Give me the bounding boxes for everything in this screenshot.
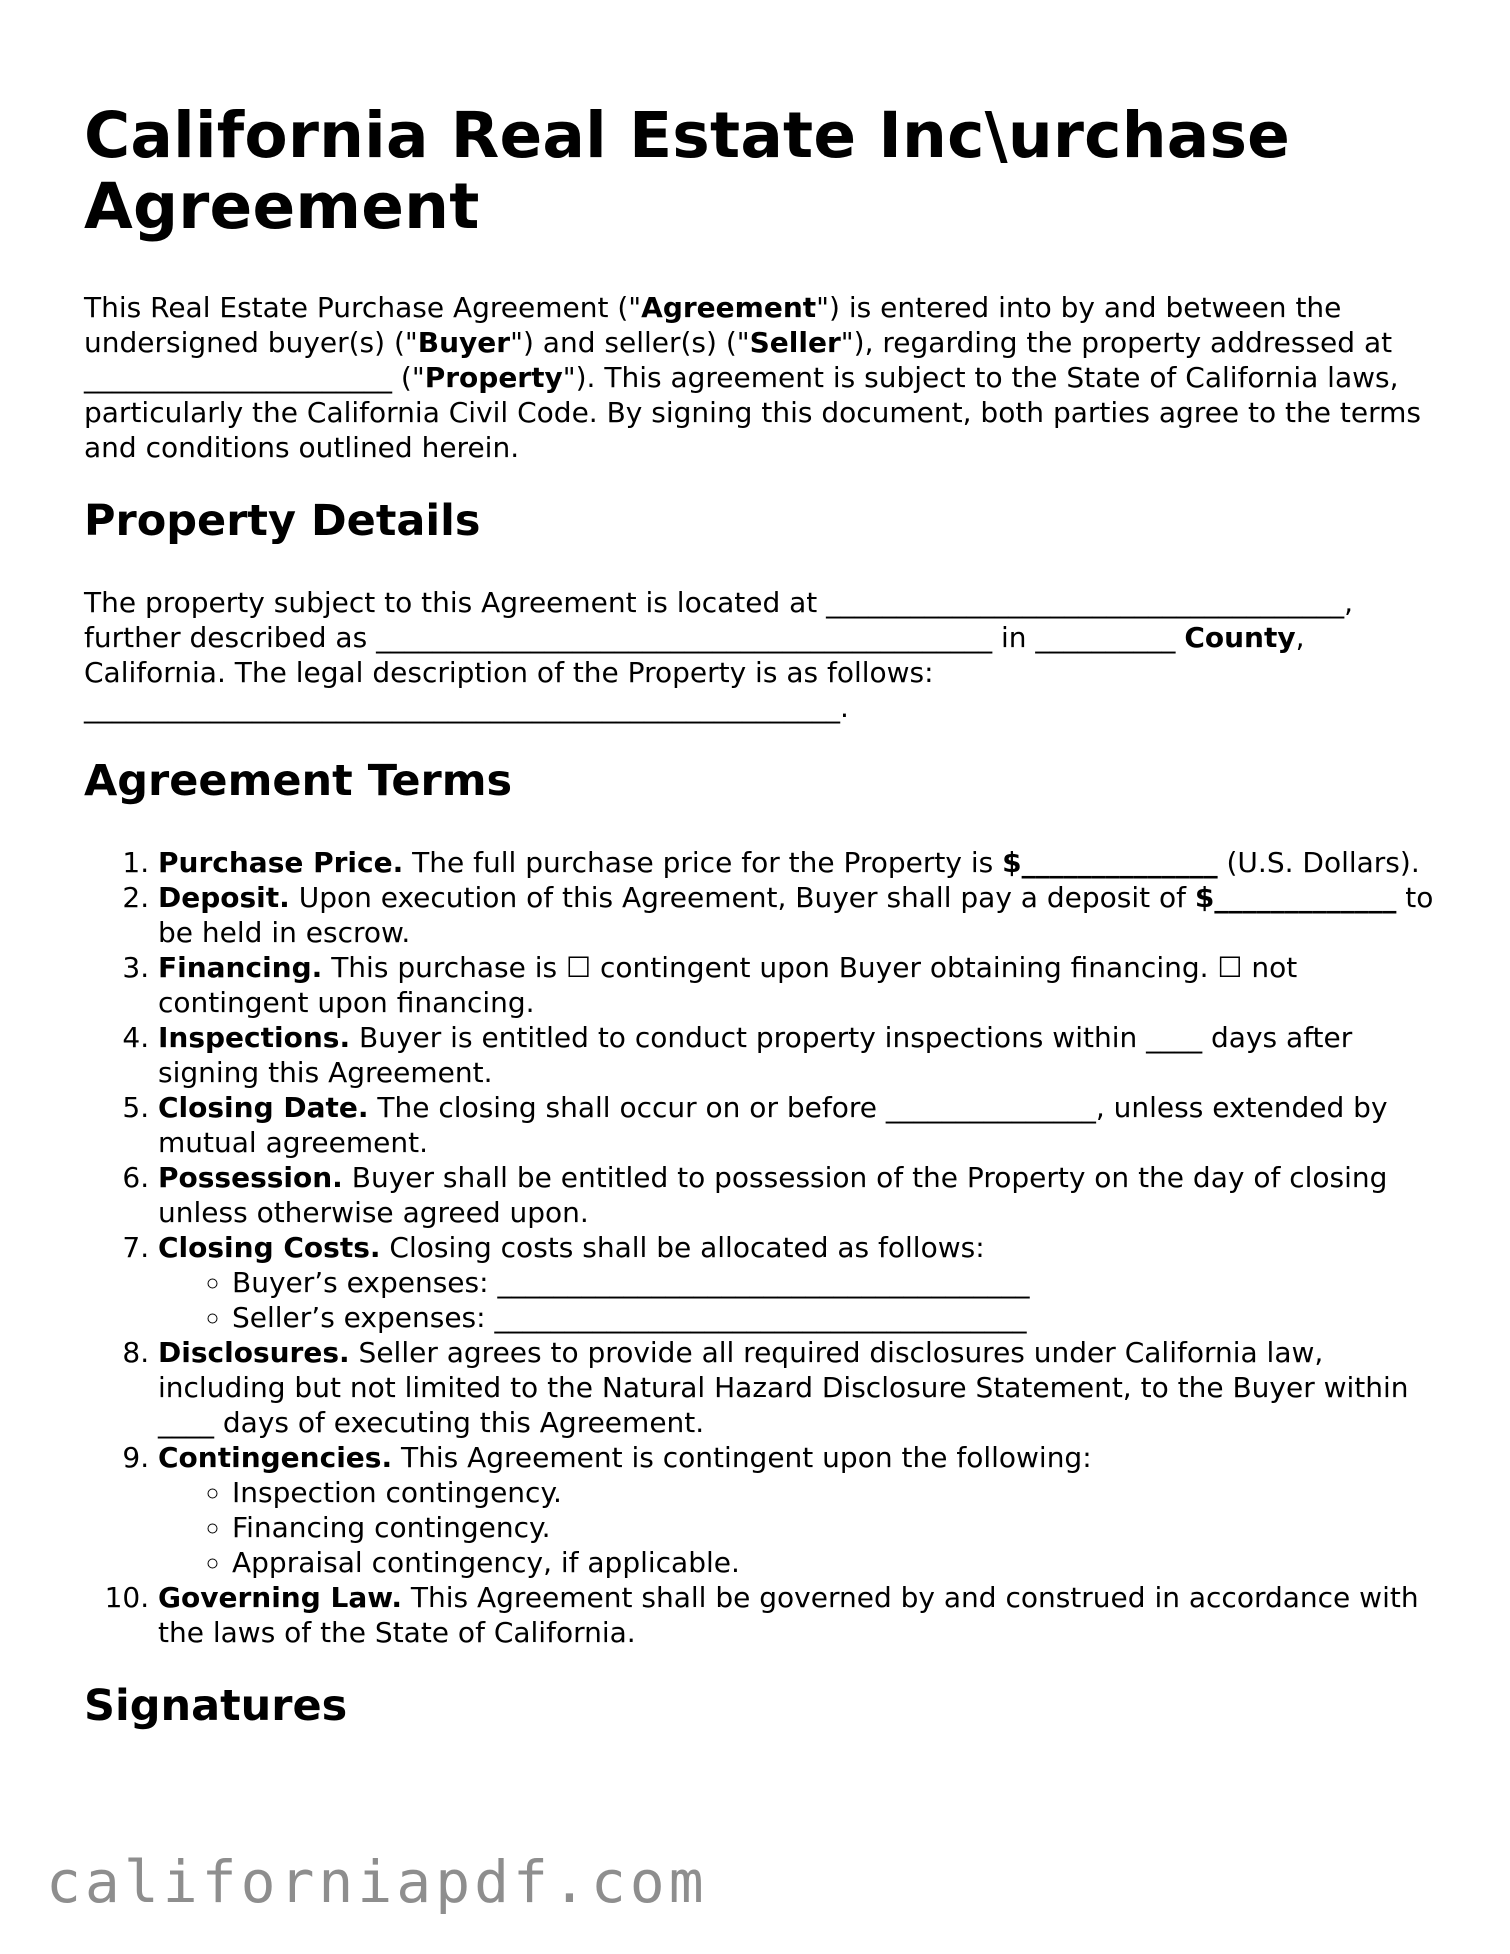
document-page xyxy=(84,100,1444,1770)
term-buyer: Buyer xyxy=(417,326,511,359)
term-item-inspections xyxy=(158,1020,1444,1090)
term-text: Buyer is entitled to conduct property inspections within ____ days after signing this Agreement. xyxy=(158,1021,1353,1089)
term-label: Purchase Price. xyxy=(158,846,404,879)
term-item-disclosures xyxy=(158,1335,1444,1440)
term-county: County xyxy=(1184,621,1296,654)
intro-text: "), regarding the property addressed at ______________________ (" xyxy=(84,326,1393,394)
contingencies-sublist xyxy=(158,1475,1444,1580)
price-blank: $______________ xyxy=(1002,846,1218,879)
document-title: California Real Estate Inc\urchase Agreement xyxy=(84,99,1291,243)
term-seller: Seller xyxy=(749,326,841,359)
term-label: Possession. xyxy=(158,1161,343,1194)
term-item-contingencies xyxy=(158,1440,1444,1580)
terms-list xyxy=(84,845,1444,1650)
term-label: Governing Law. xyxy=(158,1581,402,1614)
watermark: californiapdf.com xyxy=(46,1848,708,1916)
term-item-financing xyxy=(158,950,1444,1020)
term-agreement: Agreement xyxy=(641,291,817,324)
property-details-text: , California. The legal description of the Property is as follows: ______________________________________________________. xyxy=(84,621,1305,724)
term-item-purchase-price xyxy=(158,845,1444,880)
term-text: Seller agrees to provide all required disclosures under California law, including but not limited to the Natural Hazard Disclosure Statement, to the Buyer within ____ days of executing this Agreement. xyxy=(158,1336,1409,1439)
term-item-closing-date xyxy=(158,1090,1444,1160)
agreement-terms-heading: Agreement Terms xyxy=(84,756,513,806)
term-text: Closing costs shall be allocated as follows: xyxy=(380,1231,985,1264)
intro-text: This Real Estate Purchase Agreement (" xyxy=(84,291,642,324)
term-item-possession xyxy=(158,1160,1444,1230)
term-text: This Agreement is contingent upon the following: xyxy=(392,1441,1092,1474)
term-text: The closing shall occur on or before _______________, unless extended by mutual agreement. xyxy=(158,1091,1388,1159)
term-label: Closing Costs. xyxy=(158,1231,381,1264)
deposit-blank: $_____________ xyxy=(1194,881,1397,914)
intro-paragraph xyxy=(84,290,1444,465)
intro-text: ") is entered into by and between the undersigned buyer(s) (" xyxy=(84,291,1342,359)
term-label: Financing. xyxy=(158,951,323,984)
sub-item: ◦ Buyer’s expenses: ______________________________________ xyxy=(232,1265,1444,1300)
sub-item: ◦ Seller’s expenses: ______________________________________ xyxy=(232,1300,1444,1335)
term-label: Closing Date. xyxy=(158,1091,369,1124)
sub-item: ◦ Financing contingency. xyxy=(232,1510,1444,1545)
term-text: This Agreement shall be governed by and construed in accordance with the laws of the State of California. xyxy=(158,1581,1419,1649)
term-text: to be held in escrow. xyxy=(158,881,1434,949)
property-details-text: The property subject to this Agreement is located at _____________________________________, further described as ____________________________________________ in __________ xyxy=(84,586,1354,654)
term-text: Buyer shall be entitled to possession of the Property on the day of closing unless otherwise agreed upon. xyxy=(158,1161,1388,1229)
term-item-governing-law xyxy=(158,1580,1444,1650)
term-item-deposit xyxy=(158,880,1444,950)
intro-text: "). This agreement is subject to the State of California laws, particularly the California Civil Code. By signing this document, both parties agree to the terms and conditions outlined herein. xyxy=(84,361,1421,464)
term-text: This purchase is ☐ contingent upon Buyer obtaining financing. ☐ not contingent upon financing. xyxy=(158,951,1298,1019)
sub-item: ◦ Appraisal contingency, if applicable. xyxy=(232,1545,1444,1580)
property-details-paragraph xyxy=(84,585,1444,725)
intro-text: ") and seller(s) (" xyxy=(510,326,750,359)
term-label: Contingencies. xyxy=(158,1441,393,1474)
term-property: Property xyxy=(424,361,563,394)
term-text: (U.S. Dollars). xyxy=(1217,846,1420,879)
sub-item: ◦ Inspection contingency. xyxy=(232,1475,1444,1510)
property-details-heading: Property Details xyxy=(84,496,481,546)
term-label: Deposit. xyxy=(158,881,290,914)
term-item-closing-costs xyxy=(158,1230,1444,1335)
term-label: Inspections. xyxy=(158,1021,351,1054)
term-text: The full purchase price for the Property is xyxy=(403,846,1003,879)
signatures-heading: Signatures xyxy=(84,1681,348,1731)
term-text: Upon execution of this Agreement, Buyer shall pay a deposit of xyxy=(289,881,1195,914)
closing-costs-sublist xyxy=(158,1265,1444,1335)
term-label: Disclosures. xyxy=(158,1336,350,1369)
